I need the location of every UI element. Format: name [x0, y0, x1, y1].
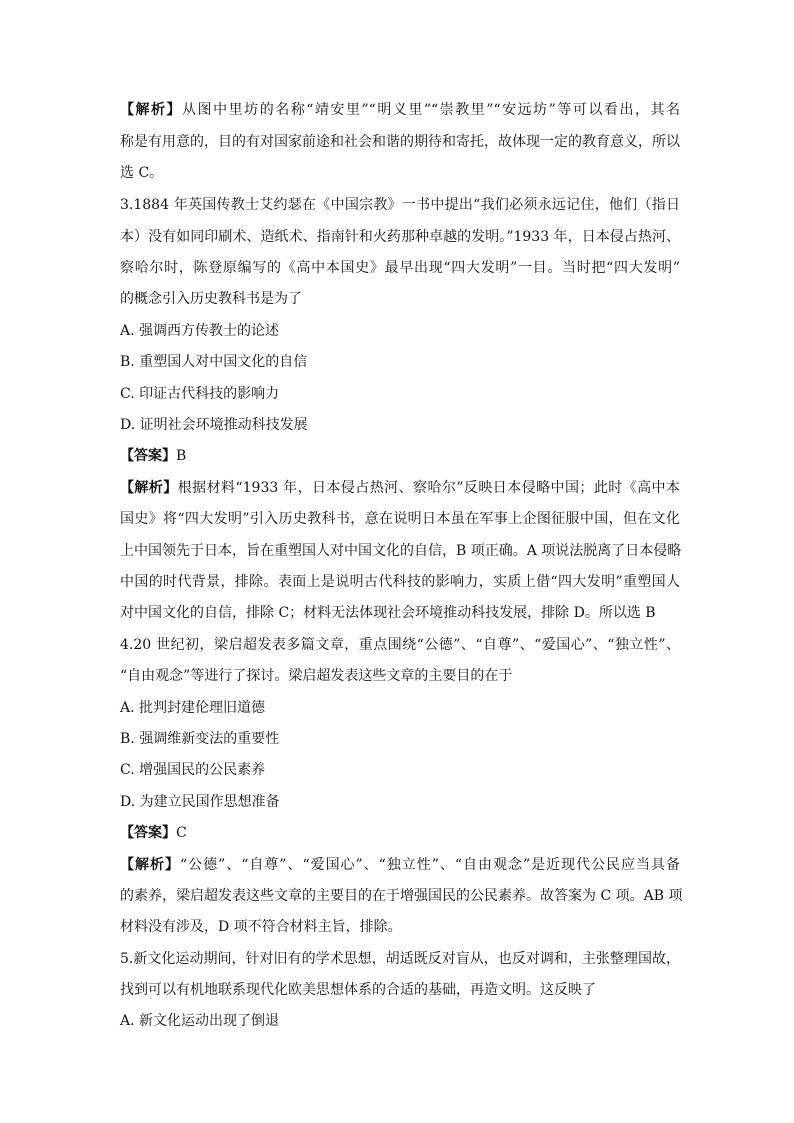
answer-value: B	[176, 448, 187, 464]
analysis-label: 【解析】	[120, 102, 183, 118]
q4-option-c: C. 增强国民的公民素养	[120, 762, 266, 778]
q4-stem-line-1: 4.20 世纪初，梁启超发表多篇文章，重点围绕“公德”、“自尊”、“爱国心”、“独立性”、	[120, 637, 680, 653]
q2-analysis-line-2: 称是有用意的，目的有对国家前途和社会和谐的期待和寄托，故体现一定的教育意义，所以	[120, 134, 680, 150]
analysis-text: 根据材料“1933 年，日本侵占热河、察哈尔”反映日本侵略中国；此时《高中本	[177, 480, 680, 496]
q2-analysis-line-3: 选 C。	[120, 165, 164, 181]
analysis-label: 【解析】	[120, 857, 180, 873]
q4-analysis-line-3: 材料没有涉及，D 项不符合材料主旨，排除。	[120, 919, 402, 935]
q4-option-d: D. 为建立民国作思想准备	[120, 794, 280, 810]
q2-analysis-line-1	[120, 100, 680, 120]
answer-value: C	[176, 825, 187, 841]
q3-analysis-line-3: 上中国领先于日本，旨在重塑国人对中国文化的自信，B 项正确。A 项说法脱离了日本侵略	[120, 543, 682, 559]
q3-analysis-line-1	[120, 478, 680, 498]
q5-stem-line-1: 5.新文化运动期间，针对旧有的学术思想，胡适既反对盲从，也反对调和，主张整理国故，	[120, 951, 680, 967]
answer-label: 【答案】	[120, 825, 176, 841]
q3-stem-line-3: 察哈尔时，陈登原编写的《高中本国史》最早出现“四大发明”一目。当时把“四大发明”	[120, 260, 680, 276]
q3-analysis-line-2: 国史》将“四大发明”引入历史教科书，意在说明日本虽在军事上企图征服中国，但在文化	[120, 511, 680, 527]
q4-option-a: A. 批判封建伦理旧道德	[120, 700, 266, 716]
q3-analysis-line-5: 对中国文化的自信，排除 C；材料无法体现社会环境推动科技发展，排除 D。所以选 B	[120, 605, 656, 621]
q3-option-b: B. 重塑国人对中国文化的自信	[120, 354, 308, 370]
q4-analysis-line-2: 的素养，梁启超发表这些文章的主要目的在于增强国民的公民素养。故答案为 C 项。AB 项	[120, 888, 683, 904]
analysis-text: “公德”、“自尊”、“爱国心”、“独立性”、“自由观念”是近现代公民应当具备	[179, 857, 681, 873]
q4-option-b: B. 强调维新变法的重要性	[120, 731, 280, 747]
q3-option-a: A. 强调西方传教士的论述	[120, 323, 280, 339]
q4-answer	[120, 823, 680, 843]
analysis-label: 【解析】	[120, 480, 178, 496]
analysis-text: 从图中里坊的名称“靖安里”“明义里”“崇教里”“安远坊”等可以看出，其名	[182, 102, 681, 118]
answer-label: 【答案】	[120, 448, 176, 464]
q3-answer	[120, 446, 680, 466]
q5-option-a: A. 新文化运动出现了倒退	[120, 1013, 280, 1029]
q5-stem-line-2: 找到可以有机地联系现代化欧美思想体系的合适的基础，再造文明。这反映了	[120, 982, 596, 998]
q3-stem-line-4: 的概念引入历史教科书是为了	[120, 291, 302, 307]
q3-stem-line-2: 本）没有如同印刷术、造纸术、指南针和火药那种卓越的发明。”1933 年，日本侵占热河、	[120, 229, 680, 245]
q3-option-c: C. 印证古代科技的影响力	[120, 386, 280, 402]
q4-stem-line-2: “自由观念”等进行了探讨。梁启超发表这些文章的主要目的在于	[120, 668, 513, 684]
q4-analysis-line-1	[120, 855, 680, 875]
q3-stem-line-1: 3.1884 年英国传教士艾约瑟在《中国宗教》一书中提出“我们必须永远记住，他们（指日	[120, 197, 680, 213]
q3-analysis-line-4: 中国的时代背景，排除。表面上是说明古代科技的影响力，实质上借“四大发明”重塑国人	[120, 574, 680, 590]
q3-option-d: D. 证明社会环境推动科技发展	[120, 417, 308, 433]
